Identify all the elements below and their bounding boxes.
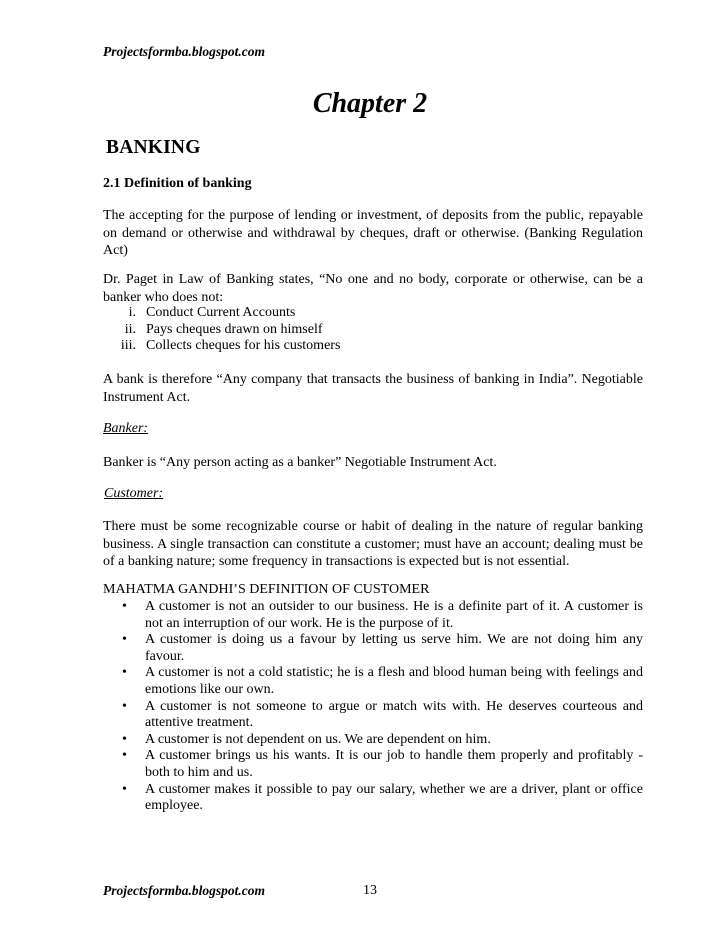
bullet-icon: • xyxy=(122,731,127,747)
list-item-text: A customer is not a cold statistic; he is a flesh and blood human being with feelings and emotions like our own. xyxy=(145,665,643,697)
bullet-icon: • xyxy=(122,781,127,797)
page-footer: Projectsformba.blogspot.com xyxy=(103,883,265,898)
list-item-number: ii. xyxy=(124,321,136,337)
paget-paragraph: Dr. Paget in Law of Banking states, “No one and no body, corporate or otherwise, can be a banker who does not: xyxy=(103,272,643,305)
bullet-icon: • xyxy=(122,665,127,681)
list-item xyxy=(103,748,643,781)
section-title: BANKING xyxy=(106,137,201,158)
customer-paragraph: There must be some recognizable course or habit of dealing in the nature of regular banking business. A single transaction can constitute a customer; must have an account; dealing must be of a banking nature; some frequency in transactions is expected but is not essential. xyxy=(103,519,643,570)
list-item xyxy=(103,632,643,665)
list-item-text: A customer is not someone to argue or match wits with. He deserves courteous and attentive treatment. xyxy=(145,698,643,731)
list-item-text: Pays cheques drawn on himself xyxy=(146,321,323,337)
list-item xyxy=(103,599,643,632)
subsection-title: 2.1 Definition of banking xyxy=(103,176,252,191)
list-item-text: Collects cheques for his customers xyxy=(146,338,341,354)
gandhi-bullet-list xyxy=(103,599,643,815)
definition-paragraph: The accepting for the purpose of lending or investment, of deposits from the public, repayable on demand or otherwise and withdrawal by cheques, draft or otherwise. (Banking Regulation Act) xyxy=(103,208,643,259)
list-item-text: A customer makes it possible to pay our salary, whether we are a driver, plant or office employee. xyxy=(145,781,643,814)
list-item-text: A customer is doing us a favour by letting us serve him. We are not doing him any favour. xyxy=(145,632,643,664)
page-number: 13 xyxy=(363,883,377,898)
banker-heading xyxy=(103,421,148,437)
chapter-title-text: Chapter 2 xyxy=(312,88,428,119)
list-item xyxy=(103,782,643,815)
bank-paragraph: A bank is therefore “Any company that transacts the business of banking in India”. Negotiable Instrument Act. xyxy=(103,372,643,405)
list-item-number: i. xyxy=(128,305,136,320)
list-item-text: A customer is not dependent on us. We are dependent on him. xyxy=(145,731,491,747)
gandhi-heading: MAHATMA GANDHI’S DEFINITION OF CUSTOMER xyxy=(103,582,430,597)
banker-paragraph: Banker is “Any person acting as a banker” Negotiable Instrument Act. xyxy=(103,455,497,470)
customer-heading-text: Customer: xyxy=(104,486,164,501)
list-item-text: Conduct Current Accounts xyxy=(146,305,296,320)
list-item-text: A customer brings us his wants. It is our job to handle them properly and profitably - both to him and us. xyxy=(145,748,643,780)
list-item xyxy=(103,665,643,698)
list-item-text: A customer is not an outsider to our business. He is a definite part of it. A customer is not an interruption of our work. He is the purpose of it. xyxy=(145,599,643,631)
bullet-icon: • xyxy=(122,748,127,764)
page-header: Projectsformba.blogspot.com xyxy=(103,44,265,59)
banker-heading-text: Banker: xyxy=(103,421,149,436)
list-item xyxy=(103,699,643,732)
bullet-icon: • xyxy=(122,698,127,714)
bullet-icon: • xyxy=(122,632,127,648)
bullet-icon: • xyxy=(122,599,127,614)
list-item xyxy=(103,732,643,749)
chapter-title xyxy=(0,88,728,120)
list-item-number: iii. xyxy=(120,338,136,354)
customer-heading xyxy=(104,486,163,502)
